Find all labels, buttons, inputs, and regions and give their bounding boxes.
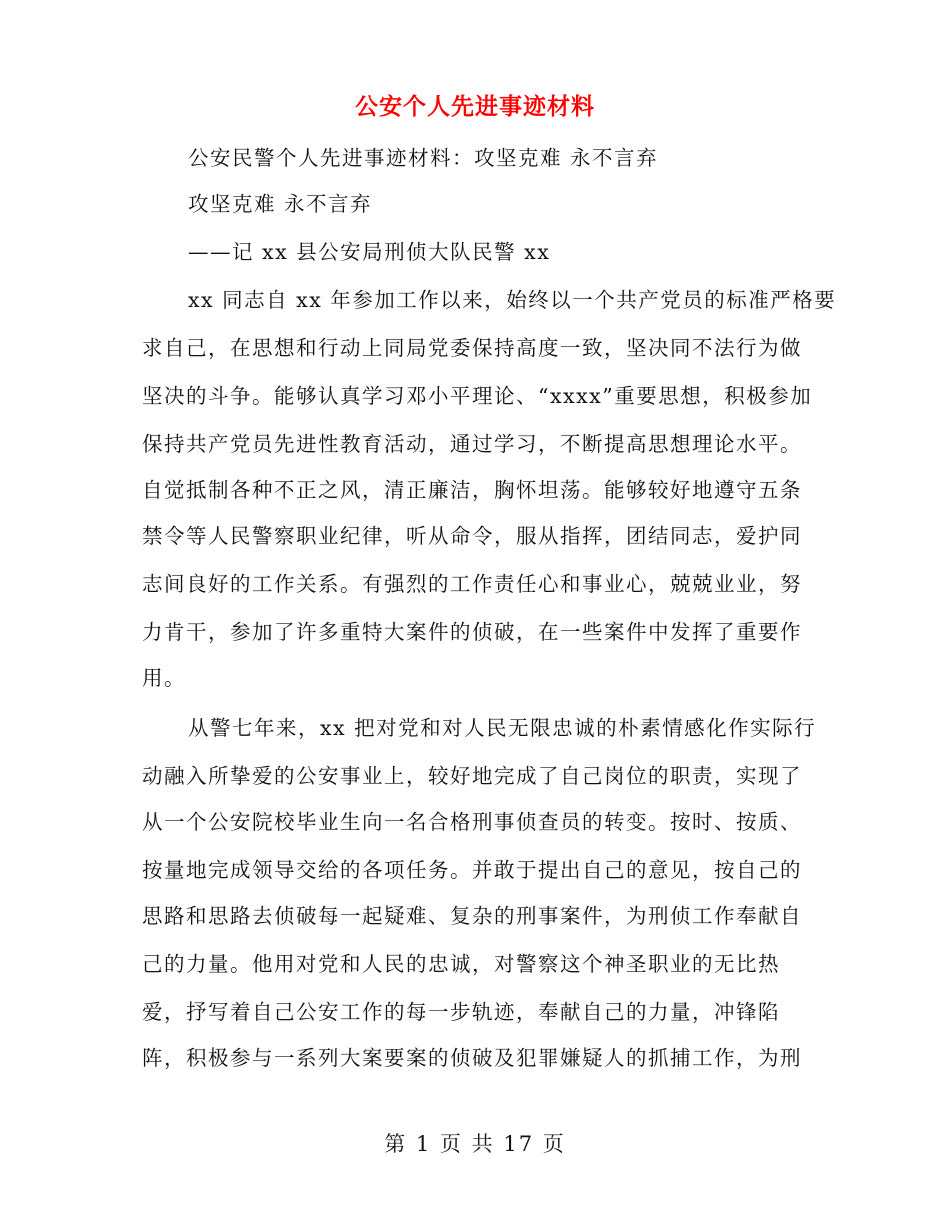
paragraph-line: 志间良好的工作关系。有强烈的工作责任心和事业心，兢兢业业，努: [142, 572, 802, 596]
paragraph-line: 动融入所挚爱的公安事业上，较好地完成了自己岗位的职责，实现了: [142, 764, 802, 788]
paragraph-line: 坚决的斗争。能够认真学习邓小平理论、“xxxx”重要思想，积极参加: [142, 384, 813, 408]
paragraph-line: 按量地完成领导交给的各项任务。并敢于提出自己的意见，按自己的: [142, 858, 802, 882]
paragraph-line: 阵，积极参与一系列大案要案的侦破及犯罪嫌疑人的抓捕工作，为刑: [142, 1046, 802, 1070]
byline: ——记 xx 县公安局刑侦大队民警 xx: [188, 240, 551, 264]
paragraph-line: 从警七年来，xx 把对党和对人民无限忠诚的朴素情感化作实际行: [188, 716, 817, 740]
paragraph-line: 禁令等人民警察职业纪律，听从命令，服从指挥，团结同志，爱护同: [142, 524, 802, 548]
section-heading: 攻坚克难 永不言弃: [188, 192, 373, 216]
paragraph-line: 力肯干，参加了许多重特大案件的侦破，在一些案件中发挥了重要作: [142, 620, 802, 644]
document-title: 公安个人先进事迹材料: [355, 93, 595, 120]
paragraph-line: xx 同志自 xx 年参加工作以来，始终以一个共产党员的标准严格要: [188, 288, 837, 312]
paragraph-line: 自觉抵制各种不正之风，清正廉洁，胸怀坦荡。能够较好地遵守五条: [142, 478, 802, 502]
paragraph-line: 用。: [142, 666, 186, 690]
page-number: 第 1 页 共 17 页: [384, 1132, 566, 1156]
document-subtitle: 公安民警个人先进事迹材料：攻坚克难 永不言弃: [188, 146, 659, 170]
paragraph-line: 从一个公安院校毕业生向一名合格刑事侦查员的转变。按时、按质、: [142, 810, 802, 834]
paragraph-line: 保持共产党员先进性教育活动，通过学习，不断提高思想理论水平。: [142, 432, 802, 456]
paragraph-line: 思路和思路去侦破每一起疑难、复杂的刑事案件，为刑侦工作奉献自: [142, 904, 802, 928]
paragraph-line: 己的力量。他用对党和人民的忠诚，对警察这个神圣职业的无比热: [142, 952, 780, 976]
paragraph-line: 爱，抒写着自己公安工作的每一步轨迹，奉献自己的力量，冲锋陷: [142, 1000, 780, 1024]
paragraph-line: 求自己，在思想和行动上同局党委保持高度一致，坚决同不法行为做: [142, 336, 802, 360]
